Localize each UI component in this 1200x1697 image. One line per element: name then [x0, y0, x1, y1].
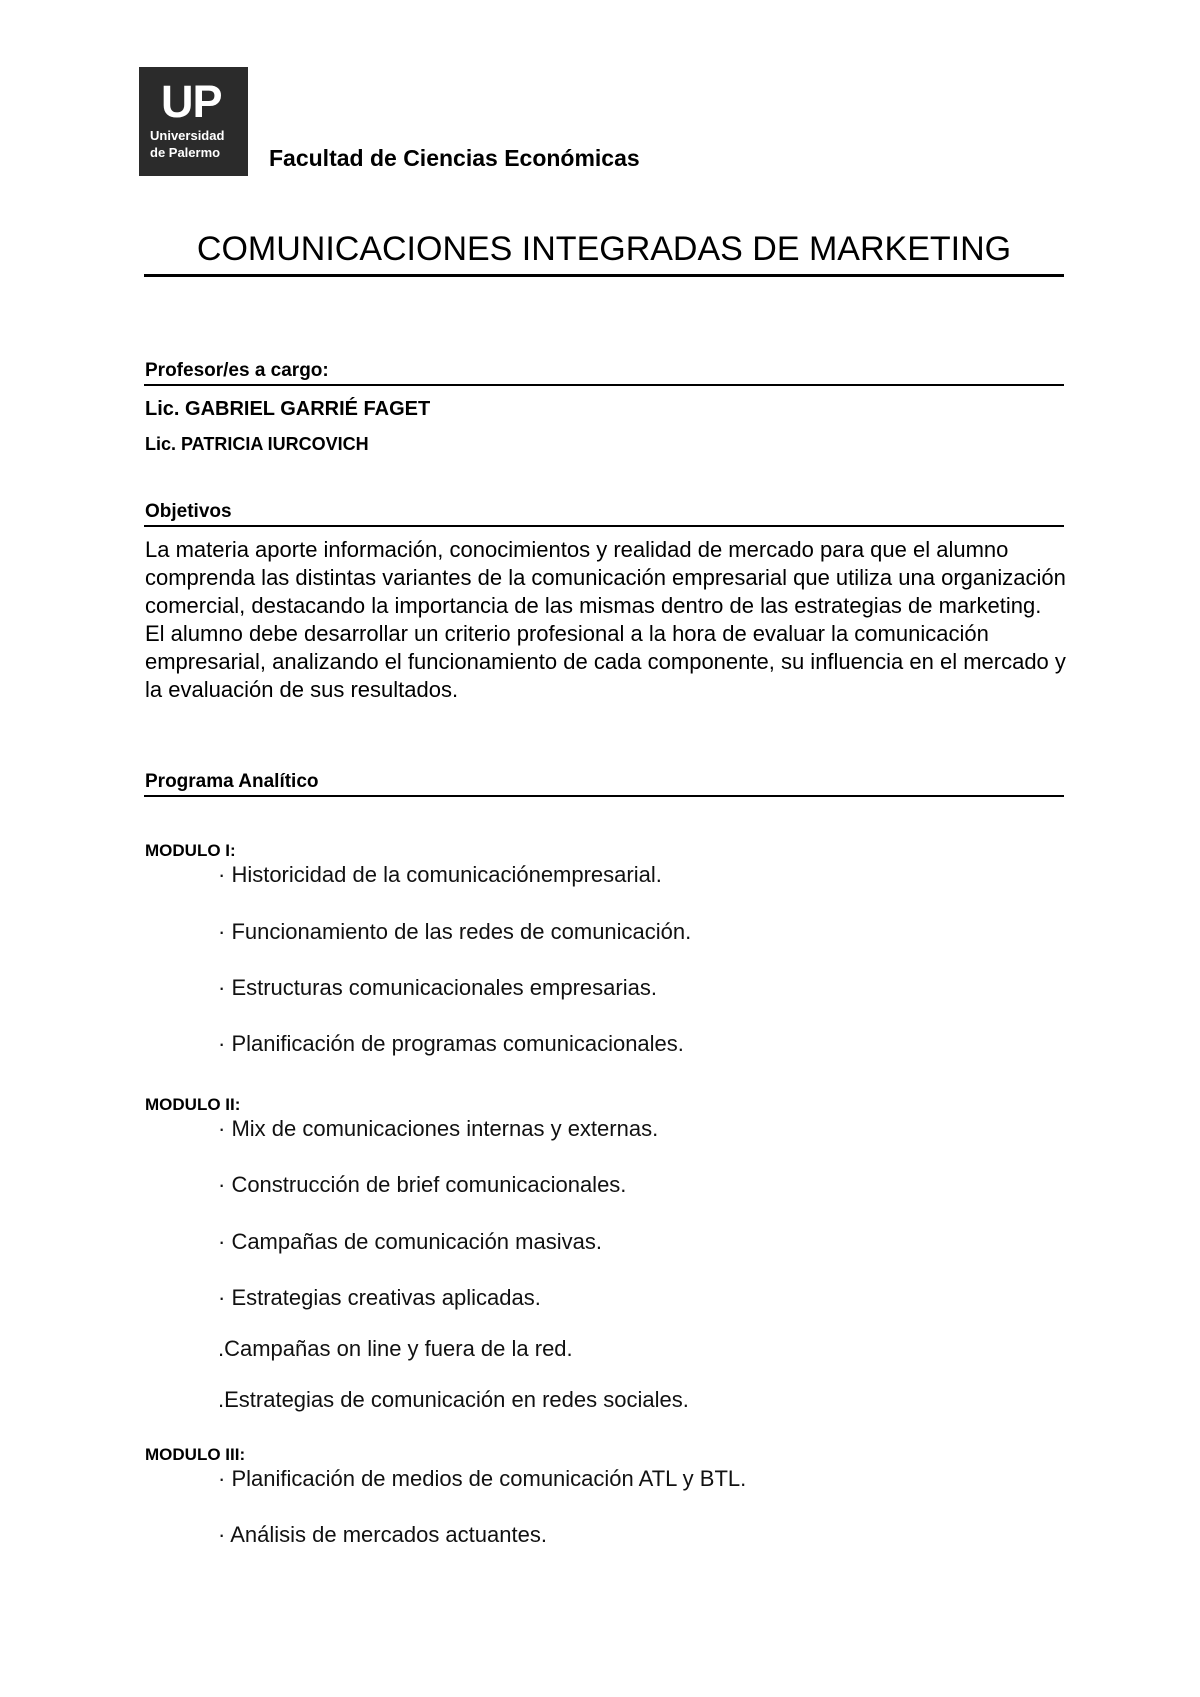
module-item: · Historicidad de la comunicaciónempresarial. [218, 862, 662, 887]
module-title: MODULO III: [145, 1445, 246, 1464]
module-item: .Estrategias de comunicación en redes sociales. [218, 1387, 689, 1412]
objectives-heading: Objetivos [145, 501, 232, 522]
professor-name: Lic. GABRIEL GARRIÉ FAGET [145, 398, 431, 420]
program-rule [144, 795, 1064, 797]
module-item: · Construcción de brief comunicacionales. [218, 1172, 627, 1197]
professor-name: Lic. PATRICIA IURCOVICH [145, 434, 369, 454]
logo-mark: UP [161, 76, 222, 127]
program-heading: Programa Analítico [145, 771, 319, 792]
module-item: · Planificación de medios de comunicación ATL y BTL. [218, 1466, 747, 1491]
objectives-rule [144, 525, 1064, 527]
title-underline [144, 274, 1064, 277]
module-title: MODULO I: [145, 841, 236, 860]
professors-heading: Profesor/es a cargo: [145, 360, 329, 381]
professors-rule [144, 384, 1064, 386]
course-title: COMUNICACIONES INTEGRADAS DE MARKETING [196, 230, 1012, 268]
module-title: MODULO II: [145, 1095, 241, 1114]
objectives-paragraph: La materia aporte información, conocimientos y realidad de mercado para que el alumno comprenda las distintas variantes de la comunicación empresarial que utiliza una organización comercial, destacando la importancia de las mismas dentro de las estrategias de marketing. [145, 537, 1066, 618]
module-item: · Análisis de mercados actuantes. [218, 1522, 547, 1547]
logo-text-line2: de Palermo [150, 145, 221, 160]
module-item: · Planificación de programas comunicacionales. [218, 1031, 684, 1056]
faculty-name: Facultad de Ciencias Económicas [269, 145, 640, 171]
university-logo [139, 67, 248, 176]
objectives-paragraph: El alumno debe desarrollar un criterio profesional a la hora de evaluar la comunicación empresarial, analizando el funcionamiento de cada componente, su influencia en el mercado y la evaluación de sus resultados. [145, 621, 1066, 702]
module-item: · Mix de comunicaciones internas y externas. [218, 1116, 659, 1141]
logo-text-line1: Universidad [150, 128, 225, 143]
module-item: · Estructuras comunicacionales empresarias. [218, 975, 657, 1000]
module-item: · Campañas de comunicación masivas. [218, 1229, 602, 1254]
module-item: · Funcionamiento de las redes de comunicación. [218, 919, 692, 944]
objectives-text [145, 536, 1075, 704]
module-item: .Campañas on line y fuera de la red. [218, 1336, 573, 1361]
module-item: · Estrategias creativas aplicadas. [218, 1285, 541, 1310]
